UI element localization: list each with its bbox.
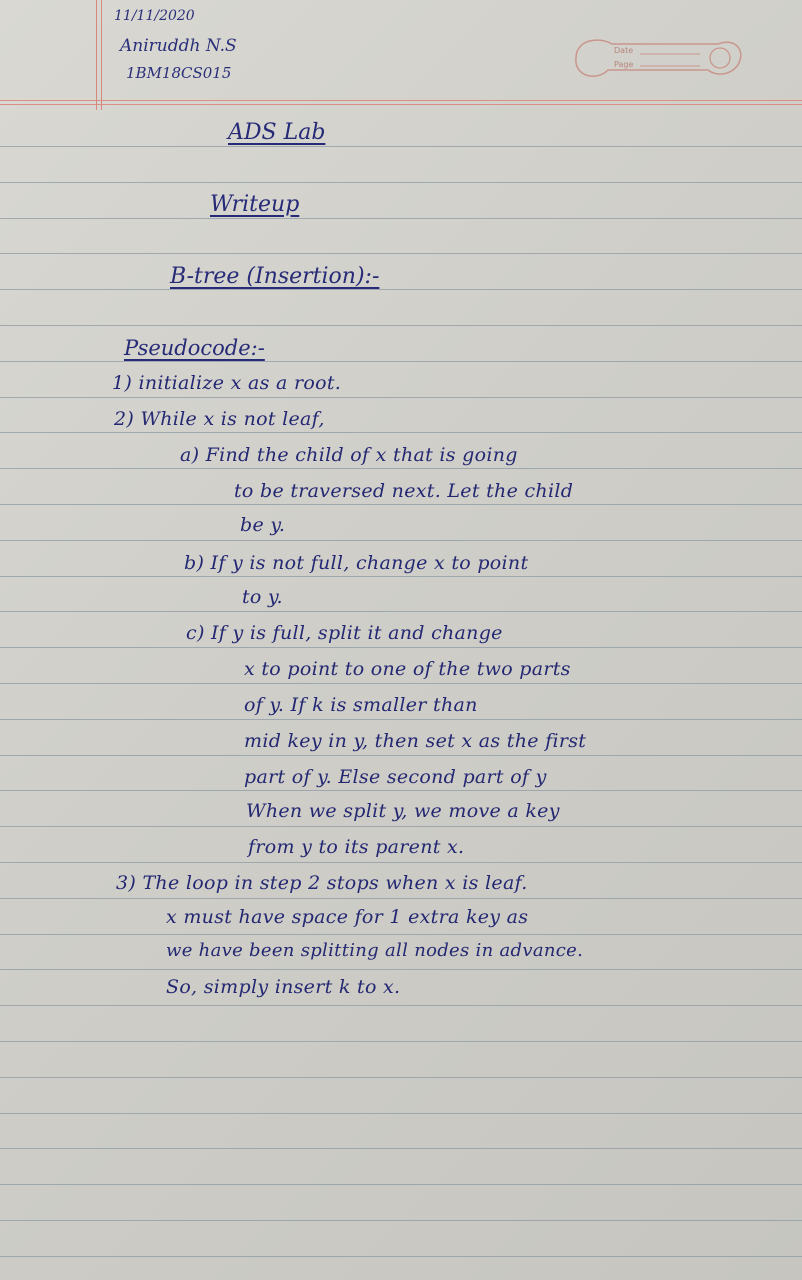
step-1: 1) initialize x as a root. (112, 372, 342, 394)
step-3-line-4: So, simply insert k to x. (166, 976, 401, 998)
stamp-date-label: Date (614, 46, 634, 55)
lab-title: ADS Lab (228, 120, 326, 145)
ruled-line (0, 1041, 802, 1042)
step-2b-line-2: to y. (242, 586, 283, 608)
ruled-line (0, 540, 802, 541)
ruled-line (0, 969, 802, 970)
step-2c-line-1: c) If y is full, split it and change (186, 622, 503, 644)
header-margin-line (0, 100, 802, 101)
step-2a-line-3: be y. (240, 514, 286, 536)
step-2c-line-2: x to point to one of the two parts (244, 658, 571, 680)
top-margin-line-left (96, 0, 97, 110)
header-date: 11/11/2020 (114, 8, 195, 24)
ruled-line (0, 647, 802, 648)
step-3-line-3: we have been splitting all nodes in advance. (166, 940, 584, 961)
step-3-line-2: x must have space for 1 extra key as (166, 906, 529, 928)
ruled-line (0, 146, 802, 147)
step-2a-line-1: a) Find the child of x that is going (180, 444, 518, 466)
topic-heading: B-tree (Insertion):- (170, 264, 380, 289)
ruled-line (0, 683, 802, 684)
ruled-line (0, 790, 802, 791)
step-3-line-1: 3) The loop in step 2 stops when x is leaf. (116, 872, 528, 894)
ruled-line (0, 755, 802, 756)
writeup-heading: Writeup (210, 192, 300, 217)
step-2c-line-6: When we split y, we move a key (246, 800, 560, 822)
ruled-line (0, 1256, 802, 1257)
ruled-line (0, 719, 802, 720)
ruled-line (0, 1113, 802, 1114)
ruled-line (0, 289, 802, 290)
step-2: 2) While x is not leaf, (114, 408, 325, 430)
ruled-line (0, 576, 802, 577)
ruled-line (0, 182, 802, 183)
ruled-line (0, 1184, 802, 1185)
ruled-line (0, 325, 802, 326)
top-margin-line-right (101, 0, 102, 110)
step-2b-line-1: b) If y is not full, change x to point (184, 552, 529, 574)
ruled-line (0, 1077, 802, 1078)
ruled-line (0, 898, 802, 899)
stamp-page-label: Page (614, 60, 634, 69)
date-page-stamp (568, 30, 746, 86)
ruled-line (0, 611, 802, 612)
header-usn: 1BM18CS015 (126, 64, 232, 82)
header-name: Aniruddh N.S (120, 36, 237, 56)
pseudocode-heading: Pseudocode:- (124, 336, 265, 360)
ruled-line (0, 934, 802, 935)
ruled-line (0, 468, 802, 469)
ruled-line (0, 1148, 802, 1149)
ruled-line (0, 218, 802, 219)
step-2a-line-2: to be traversed next. Let the child (234, 480, 574, 502)
ruled-line (0, 1220, 802, 1221)
ruled-line (0, 397, 802, 398)
ruled-line (0, 504, 802, 505)
step-2c-line-3: of y. If k is smaller than (244, 694, 478, 716)
ruled-line (0, 826, 802, 827)
header-margin-line-2 (0, 104, 802, 105)
ruled-line (0, 361, 802, 362)
ruled-line (0, 253, 802, 254)
step-2c-line-7: from y to its parent x. (248, 836, 465, 858)
step-2c-line-4: mid key in y, then set x as the first (244, 730, 587, 752)
ruled-line (0, 432, 802, 433)
ruled-line (0, 1005, 802, 1006)
ruled-line (0, 862, 802, 863)
step-2c-line-5: part of y. Else second part of y (244, 766, 547, 788)
